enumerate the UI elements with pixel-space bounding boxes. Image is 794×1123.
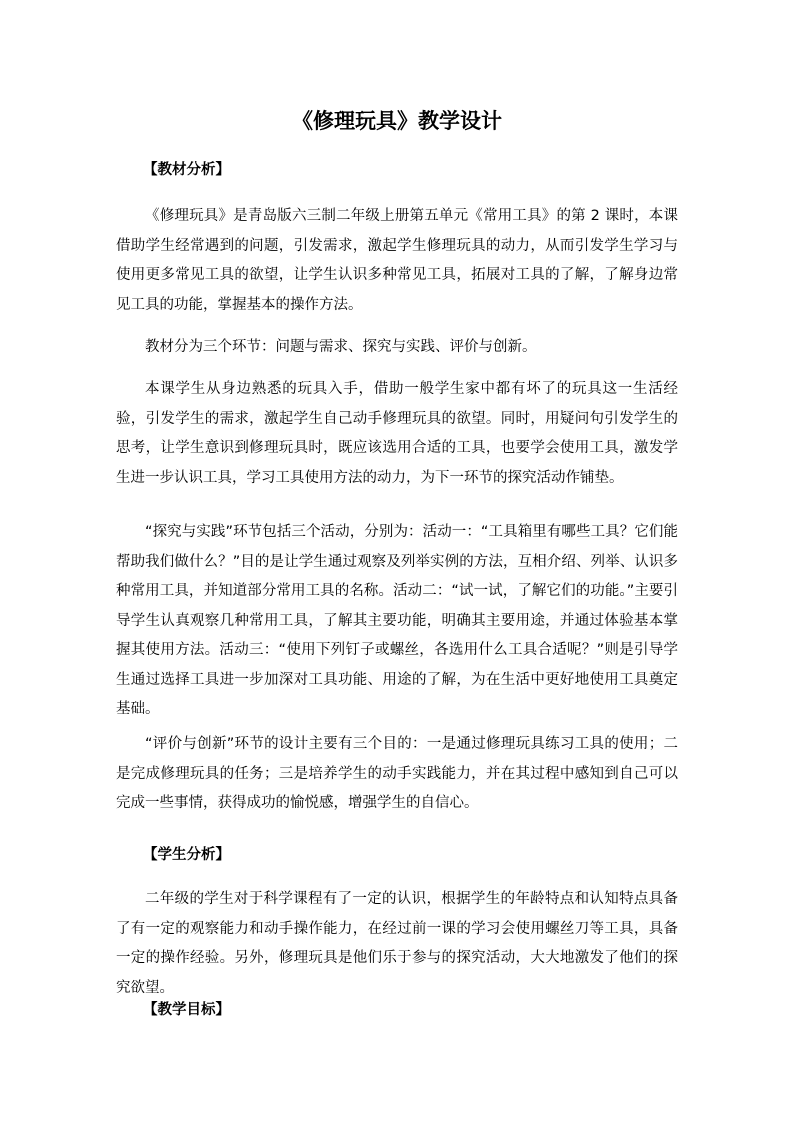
section-heading-student-analysis: 【学生分析】 bbox=[143, 847, 230, 863]
section-heading-material-analysis: 【教材分析】 bbox=[143, 162, 230, 178]
paragraph-material-evaluate-innovate: “评价与创新”环节的设计主要有三个目的：一是通过修理玩具练习工具的使用；二是完成修理玩具的任务；三是培养学生的动手实践能力，并在其过程中感知到自己可以完成一些事情，获得成功的愉悦感，增强学生的自信心。 bbox=[116, 736, 678, 811]
paragraph-material-stages: 教材分为三个环节：问题与需求、探究与实践、评价与创新。 bbox=[145, 339, 537, 355]
paragraph-material-intro: 《修理玩具》是青岛版六三制二年级上册第五单元《常用工具》的第 2 课时，本课借助学生经常遇到的问题，引发需求，激起学生修理玩具的动力，从而引发学生学习与使用更多常见工具的欲望，让学生认识多种常见工具，拓展对工具的了解，了解身边常见工具的功能，掌握基本的操作方法。 bbox=[116, 208, 678, 313]
document-title: 《修理玩具》教学设计 bbox=[292, 108, 502, 133]
paragraph-material-problem-need: 本课学生从身边熟悉的玩具入手，借助一般学生家中都有坏了的玩具这一生活经验，引发学生的需求，激起学生自己动手修理玩具的欲望。同时，用疑问句引发学生的思考，让学生意识到修理玩具时，既应该选用合适的工具，也要学会使用工具，激发学生进一步认识工具，学习工具使用方法的动力，为下一环节的探究活动作铺垫。 bbox=[116, 381, 678, 486]
paragraph-student-analysis: 二年级的学生对于科学课程有了一定的认识，根据学生的年龄特点和认知特点具备了有一定的观察能力和动手操作能力，在经过前一课的学习会使用螺丝刀等工具，具备一定的操作经验。另外，修理玩具是他们乐于参与的探究活动，大大地激发了他们的探究欲望。 bbox=[116, 891, 678, 996]
paragraph-material-explore-practice: “探究与实践”环节包括三个活动，分别为：活动一：“工具箱里有哪些工具？它们能帮助我们做什么？”目的是让学生通过观察及列举实例的方法，互相介绍、列举、认识多种常用工具，并知道部分常用工具的名称。活动二：“试一试，了解它们的功能。”主要引导学生认真观察几种常用工具，了解其主要功能，明确其主要用途，并通过体验基本掌握其使用方法。活动三：“使用下列钉子或螺丝，各选用什么工具合适呢？”则是引导学生通过选择工具进一步加深对工具功能、用途的了解，为在生活中更好地使用工具奠定基础。 bbox=[116, 524, 678, 717]
section-heading-teaching-goals: 【教学目标】 bbox=[143, 1002, 230, 1018]
